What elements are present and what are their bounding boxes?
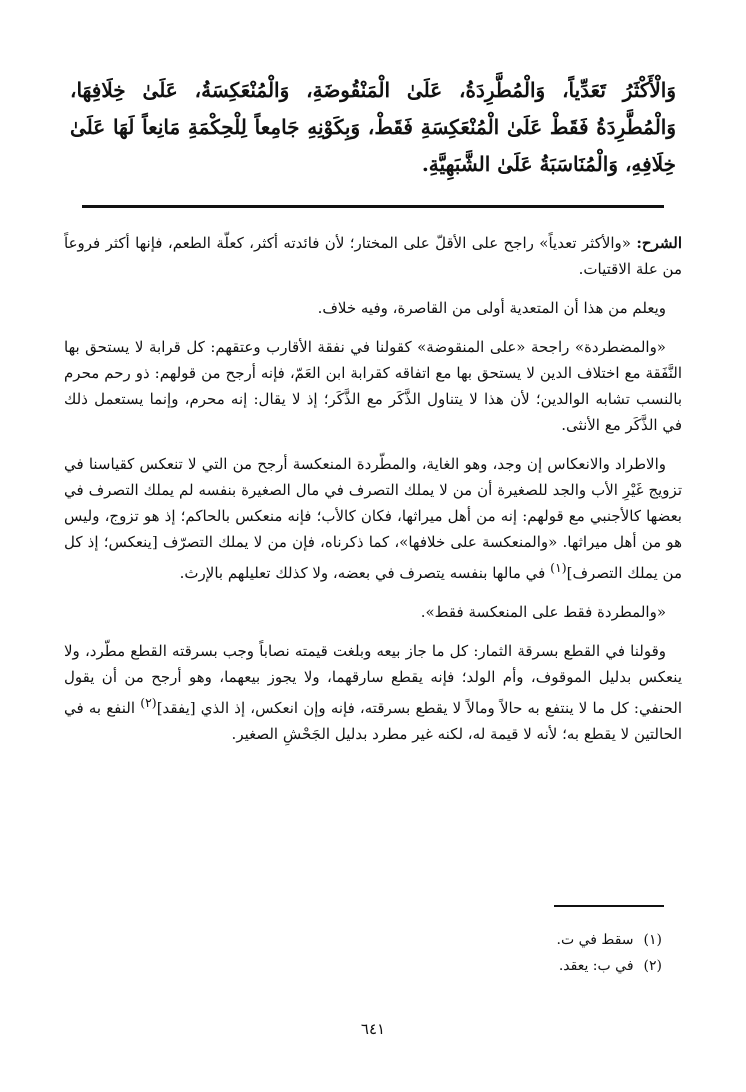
commentary-paragraph: الشرح: «والأكثر تعدياً» راجح على الأقلّ على المختار؛ لأن فائدته أكثر، كعلّة الطعم، فإنها أكثر فروعاً من علة الاقتيات.	[64, 234, 682, 278]
commentary	[64, 230, 682, 760]
commentary-label: الشرح:	[636, 234, 682, 252]
footnote-divider	[554, 905, 664, 907]
footnote-text: سقط في ت.	[556, 932, 634, 948]
commentary-paragraph: «والمطردة فقط على المنعكسة فقط».	[420, 603, 666, 621]
matn-text	[70, 72, 676, 183]
matn-line: وَالْمُنَاسَبَةُ عَلَىٰ الشَّبَهِيَّةِ.	[421, 152, 618, 176]
footnote	[200, 927, 662, 953]
commentary-paragraph: وقولنا في القطع بسرقة الثمار: كل ما جاز بيعه وبلغت قيمته نصاباً وجب بسرقته القطع مطّرد، ولا ينعكس بدليل الموقوف، وأم الولد؛ فإنه يقطع سارقهما، ولا يجوز بيعهما، وهو أرجح من أن يقول الحنفي: كل ما لا ينتفع به حالاً ومالاً لا يقطع بسرقته، فإنه وإن انعكس، إذ الذي [يفقد]$^{(٢)}$ النفع به في الحالتين لا يقطع به؛ لأنه لا قيمة له، لكنه غير مطرد بدليل الجَحْشِ الصغير.	[64, 642, 683, 743]
section-divider	[82, 205, 664, 208]
footnote	[200, 953, 662, 979]
matn-line: وَالْمُطَّرِدَةُ فَقَطْ عَلَىٰ الْمُنْعَكِسَةِ فَقَطْ، وَبِكَوْنِهِ جَامِعاً لِلْحِكْمَةِ مَانِعاً لَهَا عَلَىٰ خِلَافِهِ،	[70, 115, 676, 176]
footnotes	[200, 927, 662, 979]
footnote-text: في ب: يعقد.	[558, 958, 634, 974]
footnote-number: (٢)	[643, 958, 662, 974]
commentary-paragraph: ويعلم من هذا أن المتعدية أولى من القاصرة، وفيه خلاف.	[317, 299, 666, 317]
footnote-ref: (٢)	[140, 695, 157, 710]
commentary-paragraph: والاطراد والانعكاس إن وجد، وهو الغاية، والمطّردة المنعكسة أرجح من التي لا تنعكس كقياسنا في تزويج غَيْرِ الأب والجد للصغيرة أن من لا يملك التصرف في مال الصغيرة بنفسه لم يملك التصرف في بعضها كالأجنبي مع قولهم: إنه من أهل ميراثها، فكان كالأب؛ فإنه منعكس بالحاكم؛ إذ هو تزوج، وليس هو من أهل ميراثها. «والمنعكسة على خلافها»، كما ذكرناه، فإن من لا يملك التصرّف [ينعكس؛ إذ كل من يملك التصرف]$^{(١)}$ في مالها بنفسه يتصرف في بعضه، ولا كذلك تعليلهم بالإرث.	[64, 455, 682, 582]
footnote-ref: (١)	[550, 560, 567, 575]
matn-line: وَالْأَكْثَرُ تَعَدِّياً، وَالْمُطَّرِدَةُ، عَلَىٰ الْمَنْقُوضَةِ، وَالْمُنْعَكِسَةُ، عَلَىٰ خِلَافِهَا،	[70, 78, 676, 102]
commentary-paragraph: «والمضطردة» راجحة «على المنقوضة» كقولنا في نفقة الأقارب وعتقهم: كل قرابة لا يستحق بها النَّفَقة مع اختلاف الدين لا يستحق بها مع اتفاقه كقرابة ابن العَمّ، فإنه أرجح من قولهم: ذو رحم محرم بالنسب تشابه الوالدين؛ لأن هذا لا يتناول الذَّكَر مع الذَّكَر؛ إذ لا يقال: إنه محرم، وإنما يستعمل ذلك في الذَّكَر مع الأنثى.	[64, 338, 682, 434]
footnote-number: (١)	[643, 932, 662, 948]
page-number: ٦٤١	[360, 1020, 386, 1038]
